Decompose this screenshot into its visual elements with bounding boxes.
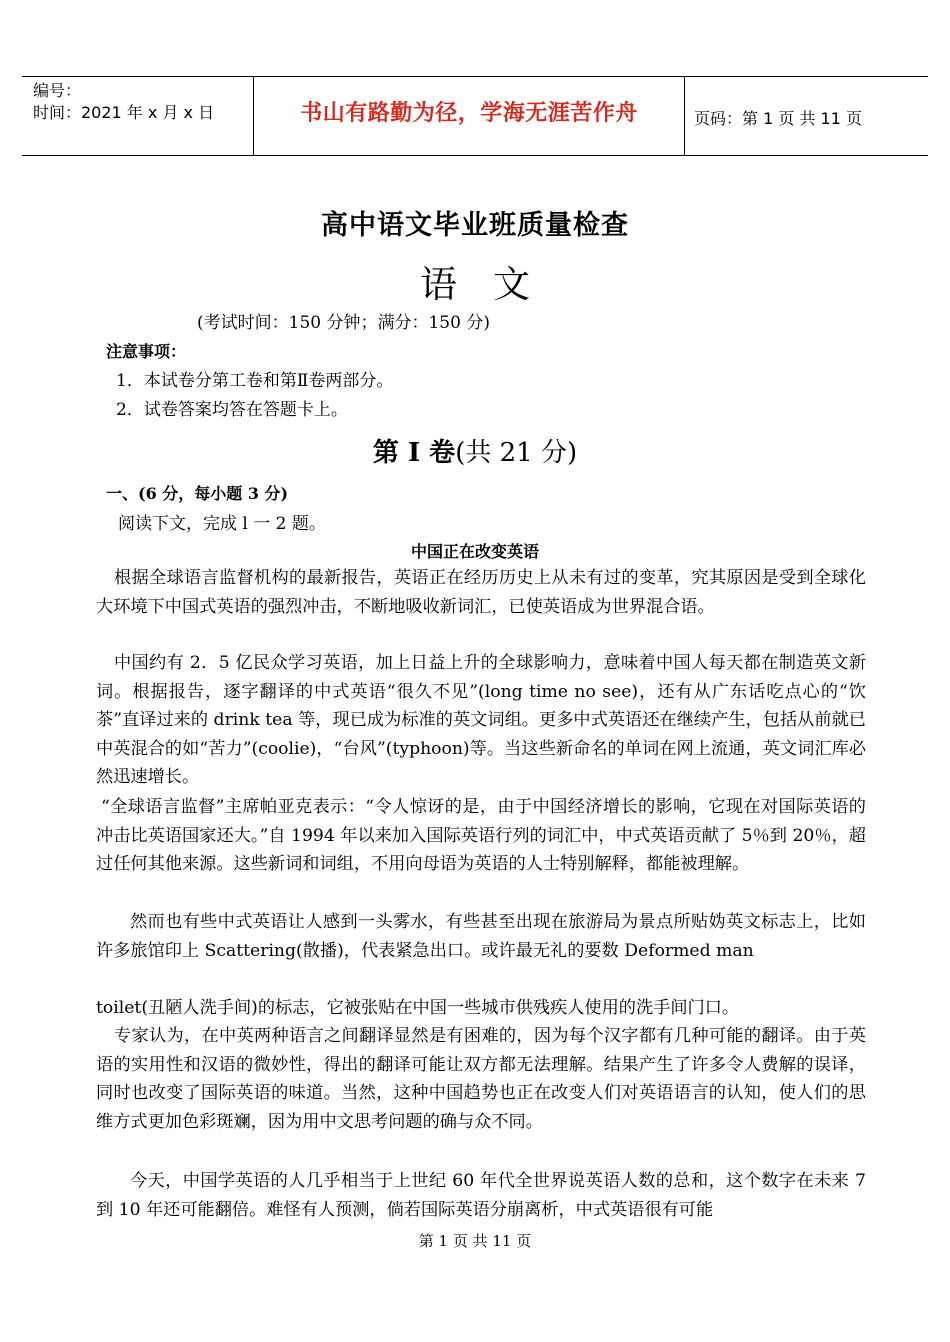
header-number-label: 编号： [33,81,82,100]
notice-heading: 注意事项： [106,342,187,361]
part-heading [0,432,950,469]
header-meta [33,80,214,124]
notice-item: 1．本试卷分第工卷和第Ⅱ卷两部分。 [116,371,394,391]
section-instruction: 阅读下文，完成 l 一 2 题。 [118,514,326,534]
page-footer: 第 1 页 共 11 页 [418,1232,532,1250]
article-paragraph: 中国约有 2．5 亿民众学习英语，加上日益上升的全球影响力，意味着中国人每天都在制造英文新词。根据报告，逐字翻译的中式英语“很久不见”(long time no see)，还有从广东话吃点心的“饮茶”直译过来的 drink tea 等，现已成为标准的英文词组。更多中式英语还在继续产生，包括从前就已中英混合的如“苦力”(coolie)，“台风”(typhoon)等。当这些新命名的单词在网上流通，英文词汇库必然迅速增长。 [96,653,866,788]
section-heading: 一、(6 分，每小题 3 分) [106,484,289,503]
article-paragraph: “全球语言监督”主席帕亚克表示：“令人惊讶的是，由于中国经济增长的影响，它现在对国际英语的冲击比英语国家还大。”自 1994 年以来加入国际英语行列的词汇中，中式英语贡献了 5％到 20％，超过任何其他来源。这些新词和词组，不用向母语为英语的人士特别解释，都能被理解。 [96,797,866,875]
article-paragraph: 然而也有些中式英语让人感到一头雾水，有些甚至出现在旅游局为景点所贴妫英文标志上，比如许多旅馆印上 Scattering(散播)，代表紧急出口。或许最无礼的要数 Deformed man [96,912,866,961]
article-paragraph: 今天，中国学英语的人几乎相当于上世纪 60 年代全世界说英语人数的总和，这个数字在未来 7 到 10 年还可能翻倍。难怪有人预测，倘若国际英语分崩离析，中式英语很有可能 [96,1171,866,1220]
part-label: 第 I 卷 [372,438,456,468]
article-paragraph: 专家认为，在中英两种语言之间翻译显然是有困难的，因为每个汉字都有几种可能的翻译。由于英语的实用性和汉语的微妙性，得出的翻译可能让双方都无法理解。结果产生了许多令人费解的误译，同时也改变了国际英语的味道。当然，这种中国趋势也正在改变人们对英语语言的认知，使人们的思维方式更加色彩斑斓，因为用中文思考问题的确与众不同。 [96,1026,866,1132]
header-time-label: 时间：2021 年 x 月 x 日 [33,103,215,122]
part-points: (共 21 分) [455,438,578,468]
header-top-rule [22,76,928,77]
header-motto: 书山有路勤为径，学海无涯苦作舟 [300,101,638,126]
article-paragraph: 根据全球语言监督机构的最新报告，英语正在经历历史上从未有过的变革，究其原因是受到全球化大环境下中国式英语的强烈冲击，不断地吸收新词汇，已使英语成为世界混合语。 [96,568,866,617]
header-divider-right [684,76,685,156]
notice-item: 2．试卷答案均答在答题卡上。 [116,400,348,420]
exam-title: 高中语文毕业班质量检查 [321,210,629,241]
article-paragraph: toilet(丑陋人洗手间)的标志，它被张贴在中国一些城市供残疾人使用的洗手间门口。 [96,998,740,1018]
article-title: 中国正在改变英语 [410,542,539,561]
header-bottom-rule [22,155,928,156]
header-page-info: 页码：第 1 页 共 11 页 [694,109,862,128]
subject-title: 语文 [420,263,566,306]
exam-info: (考试时间：150 分钟；满分：150 分) [197,313,490,333]
